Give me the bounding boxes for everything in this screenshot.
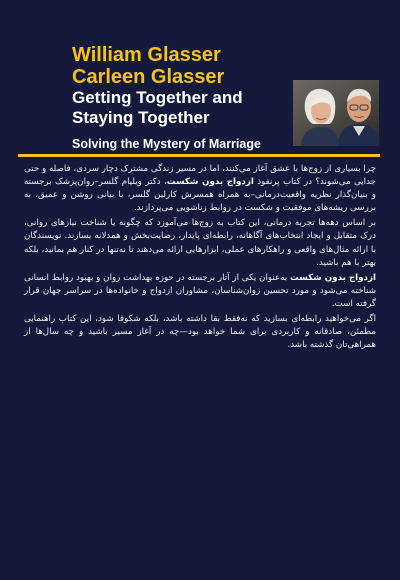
paragraph-1-intro: چرا بسیاری از زوج‌ها با عشق آغاز می‌کنند، اما در مسیر زندگی مشترک دچار سردی، فاصله و حتی جدایی می‌شوند؟ در کتاب پرنفوذ [24,164,376,188]
book-subtitle: Solving the Mystery of Marriage [72,137,261,151]
description-paragraph-2: بر اساس دهه‌ها تجربه درمانی، این کتاب به زوج‌ها می‌آموزد که چگونه با شناخت نیازهای روانی، درک متقابل و ایجاد انتخاب‌های آگاهانه، رابطه‌ای پایدار، رضایت‌بخش و همدلانه بسازند. نویسندگان با ارائه مثال‌های واقعی و راهکارهای عملی، ابزارهایی ارائه می‌دهند تا نه‌تنها در کنار هم بمانید، بلکه بهتر با هم باشید. [24,218,376,268]
paragraph-1-rest: ، دکتر ویلیام گلسر–روان‌پزشک برجسته و بنیان‌گذار نظریه واقعیت‌درمانی–به همراه همسرش کارلین گلسر، با بیانی روشن و عمیق، به بررسی ریشه‌های موفقیت و شکست در روابط زناشویی می‌پردازند. [24,177,376,214]
book-title-persian-1: ازدواج بدون شکست [166,177,254,188]
book-title-line-2: Staying Together [72,108,210,127]
authors-photo-illustration [293,80,379,146]
author-name-2: Carleen Glasser [72,66,225,88]
book-title-line-1: Getting Together and [72,88,243,107]
description-paragraph-1 [24,163,376,215]
book-title-persian-2: ازدواج بدون شکست [290,272,376,283]
yellow-divider [18,154,380,157]
authors-photo [293,80,379,146]
paragraph-3-rest: به‌عنوان یکی از آثار برجسته در حوزه بهداشت روان و بهبود روابط انسانی شناخته می‌شود و مورد تحسین روان‌شناسان، مشاوران ازدواج و خانواده‌ها در سراسر جهان قرار گرفته است. [24,272,376,309]
description-paragraph-4: اگر می‌خواهید رابطه‌ای بسازید که نه‌فقط بقا داشته باشد، بلکه شکوفا شود، این کتاب راهنمایی مطمئن، صادقانه و کاربردی برای شما خواهد بود—چه در آغاز مسیر باشید و چه سال‌ها از همراهی‌تان گذشته باشد. [24,314,376,351]
author-name-1: William Glasser [72,44,221,66]
description-paragraph-3 [24,272,376,311]
book-description [24,163,376,354]
